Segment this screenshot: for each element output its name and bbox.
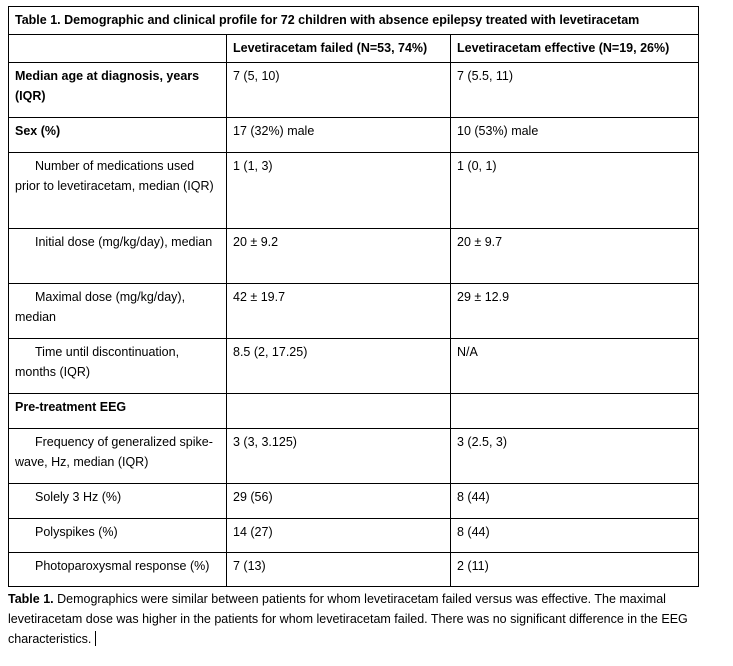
table-row — [9, 229, 699, 284]
table-title: Table 1. Demographic and clinical profile for 72 children with absence epilepsy treated with levetiracetam — [9, 7, 699, 35]
row-label: Maximal dose (mg/kg/day), median — [9, 284, 227, 339]
table-row — [9, 484, 699, 519]
cell-effective — [451, 394, 699, 429]
row-label: Solely 3 Hz (%) — [9, 484, 227, 519]
cell-effective: 8 (44) — [451, 484, 699, 519]
row-label: Number of medications used prior to levetiracetam, median (IQR) — [9, 153, 227, 229]
cell-failed: 42 ± 19.7 — [227, 284, 451, 339]
cell-effective: 10 (53%) male — [451, 118, 699, 153]
table-row — [9, 553, 699, 587]
cell-effective: 1 (0, 1) — [451, 153, 699, 229]
table-row — [9, 118, 699, 153]
cell-failed: 14 (27) — [227, 519, 451, 553]
table-row — [9, 153, 699, 229]
document — [8, 6, 698, 649]
row-label: Frequency of generalized spike-wave, Hz, median (IQR) — [9, 429, 227, 484]
cell-failed: 17 (32%) male — [227, 118, 451, 153]
caption-lead: Table 1. — [8, 592, 54, 606]
row-label: Median age at diagnosis, years (IQR) — [9, 63, 227, 118]
table-row — [9, 339, 699, 394]
cell-effective: N/A — [451, 339, 699, 394]
table-row — [9, 284, 699, 339]
cell-failed: 8.5 (2, 17.25) — [227, 339, 451, 394]
table-row — [9, 63, 699, 118]
cell-effective: 20 ± 9.7 — [451, 229, 699, 284]
cell-effective: 8 (44) — [451, 519, 699, 553]
cell-failed: 7 (5, 10) — [227, 63, 451, 118]
cell-failed — [227, 394, 451, 429]
header-label-cell — [9, 35, 227, 63]
header-effective: Levetiracetam effective (N=19, 26%) — [451, 35, 699, 63]
cell-effective: 29 ± 12.9 — [451, 284, 699, 339]
profile-table — [8, 6, 699, 587]
cell-effective: 2 (11) — [451, 553, 699, 587]
table-title-row — [9, 7, 699, 35]
cell-failed: 29 (56) — [227, 484, 451, 519]
cell-effective: 3 (2.5, 3) — [451, 429, 699, 484]
row-label: Polyspikes (%) — [9, 519, 227, 553]
row-label: Initial dose (mg/kg/day), median — [9, 229, 227, 284]
text-cursor — [95, 631, 96, 646]
row-label: Time until discontinuation, months (IQR) — [9, 339, 227, 394]
row-label: Pre-treatment EEG — [9, 394, 227, 429]
caption-text: Demographics were similar between patients for whom levetiracetam failed versus was effective. The maximal levetiracetam dose was higher in the patients for whom levetiracetam failed. There was no significant difference in the EEG characteristics. — [8, 592, 688, 646]
table-caption — [8, 589, 726, 649]
row-label: Photoparoxysmal response (%) — [9, 553, 227, 587]
cell-effective: 7 (5.5, 11) — [451, 63, 699, 118]
header-failed: Levetiracetam failed (N=53, 74%) — [227, 35, 451, 63]
table-header-row — [9, 35, 699, 63]
table-row — [9, 519, 699, 553]
cell-failed: 20 ± 9.2 — [227, 229, 451, 284]
table-row — [9, 429, 699, 484]
table-row — [9, 394, 699, 429]
cell-failed: 1 (1, 3) — [227, 153, 451, 229]
row-label: Sex (%) — [9, 118, 227, 153]
cell-failed: 3 (3, 3.125) — [227, 429, 451, 484]
cell-failed: 7 (13) — [227, 553, 451, 587]
